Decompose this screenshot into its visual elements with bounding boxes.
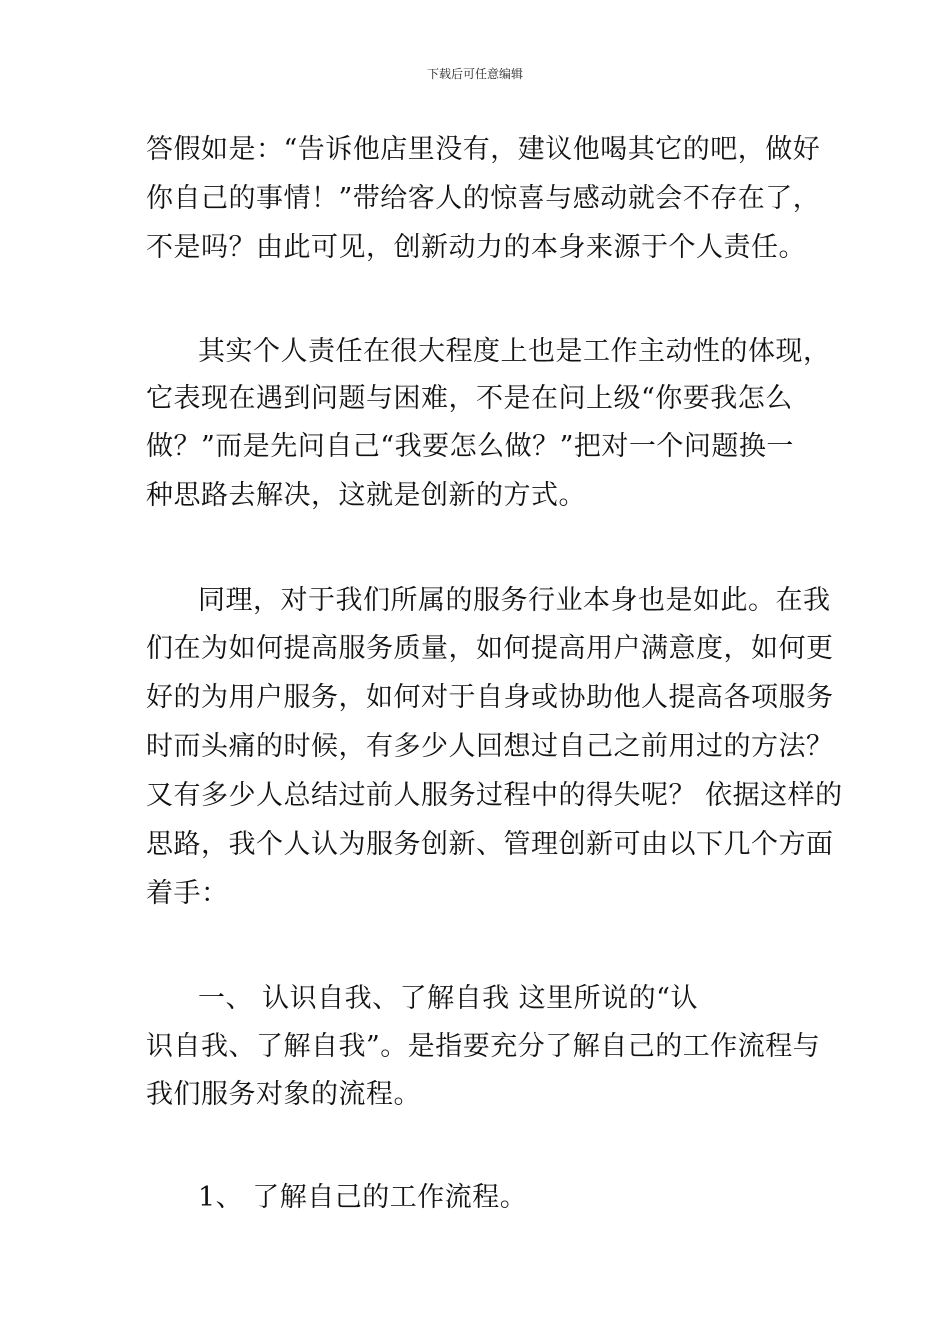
paragraph-2-line-2: 它表现在遇到问题与困难，不是在问上级“你要我怎么 <box>146 383 793 414</box>
paragraph-3-line-4: 时而头痛的时候，有多少人回想过自己之前用过的方法？ <box>146 731 834 762</box>
paragraph-2-line-1: 其实个人责任在很大程度上也是工作主动性的体现， <box>198 336 831 367</box>
paragraph-1-line-3: 不是吗？由此可见，创新动力的本身来源于个人责任。 <box>146 232 806 263</box>
paragraph-5-line-1: 1、 了解自己的工作流程。 <box>198 1182 528 1213</box>
paragraph-3-line-2: 们在为如何提高服务质量，如何提高用户满意度，如何更 <box>146 633 834 664</box>
paragraph-2-line-3: 做？”而是先问自己“我要怎么做？”把对一个问题换一 <box>146 431 794 462</box>
paragraph-1-line-1: 答假如是：“告诉他店里没有，建议他喝其它的吧，做好 <box>146 134 821 165</box>
paragraph-4-line-1: 一、 认识自我、了解自我 这里所说的“认 <box>198 983 698 1014</box>
paragraph-3-line-1: 同理，对于我们所属的服务行业本身也是如此。在我 <box>198 585 831 616</box>
paragraph-1-line-2: 你自己的事情！”带给客人的惊喜与感动就会不存在了， <box>146 183 821 214</box>
paragraph-3-line-7: 着手： <box>146 878 229 909</box>
paragraph-2-line-4: 种思路去解决，这就是创新的方式。 <box>146 480 586 511</box>
page-header: 下载后可任意编辑 <box>426 67 523 81</box>
paragraph-3-line-5: 又有多少人总结过前人服务过程中的得失呢？ 依据这样的 <box>146 780 843 811</box>
paragraph-3-line-6: 思路，我个人认为服务创新、管理创新可由以下几个方面 <box>146 829 834 860</box>
paragraph-4-line-2: 识自我、了解自我”。是指要充分了解自己的工作流程与 <box>146 1031 821 1062</box>
paragraph-3-line-3: 好的为用户服务，如何对于自身或协助他人提高各项服务 <box>146 682 834 713</box>
paragraph-4-line-3: 我们服务对象的流程。 <box>146 1079 421 1110</box>
